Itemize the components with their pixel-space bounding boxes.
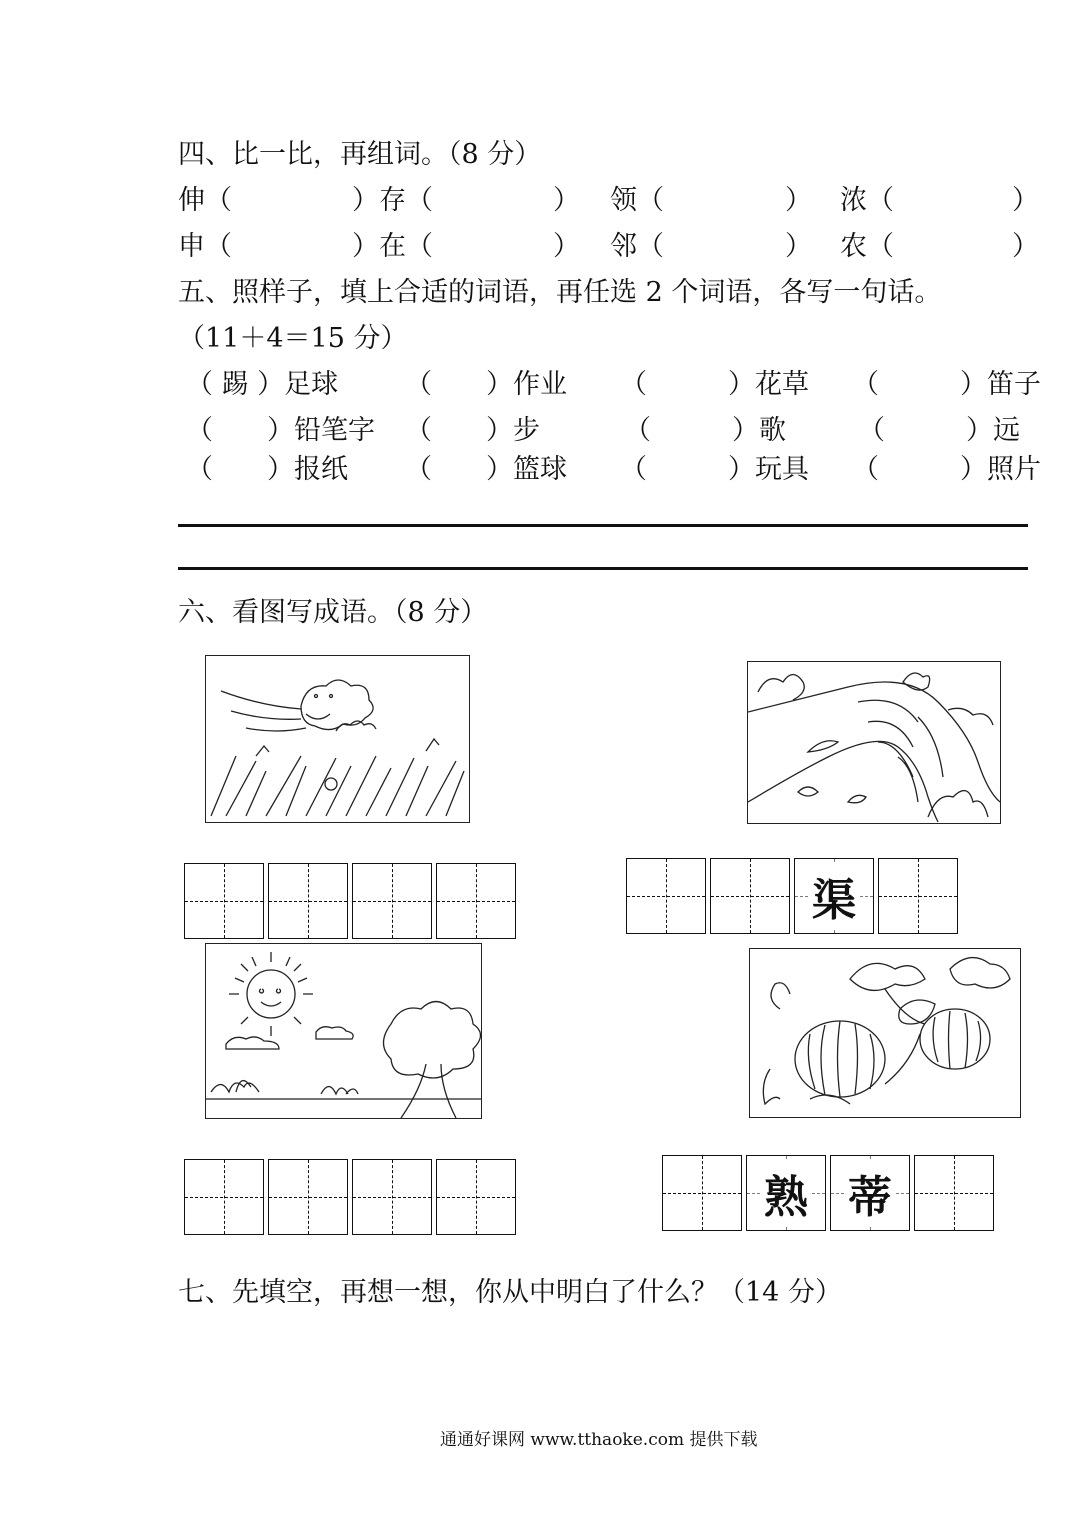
- grid4-cell-3: [830, 1155, 910, 1231]
- q5-row3-4: （ ）照片: [852, 454, 1041, 485]
- grid3-cell-3[interactable]: [352, 1159, 432, 1235]
- q4-row2-a: 申（: [178, 231, 232, 262]
- sun-tree-picture: [205, 943, 482, 1119]
- idiom-grid-3: [184, 1159, 516, 1235]
- grid4-char-1: 熟: [762, 1161, 810, 1225]
- grid2-cell-2[interactable]: [710, 858, 790, 934]
- q5-row3-1: （ ）报纸: [186, 454, 348, 485]
- footer-text: 通通好课网 www.tthaoke.com 提供下载: [440, 1430, 758, 1450]
- q5-score: （11＋4＝15 分）: [178, 323, 408, 354]
- q5-row2-2: （ ）步: [405, 415, 540, 446]
- q4-row2-b: ）在（: [352, 231, 433, 262]
- q5-title: 五、照样子，填上合适的词语，再任选 2 个词语，各写一句话。: [178, 277, 942, 308]
- q4-row2-e: ）: [785, 231, 812, 262]
- q4-row1-a: 伸（: [178, 185, 232, 216]
- q4-row1-g: ）: [1012, 185, 1039, 216]
- idiom-grid-1: [184, 863, 516, 939]
- grid1-cell-1[interactable]: [184, 863, 264, 939]
- q5-row3-2: （ ）篮球: [405, 454, 567, 485]
- idiom-grid-2: [626, 858, 958, 934]
- grid2-char: 渠: [810, 864, 858, 928]
- q5-row1-3: （ ）花草: [620, 369, 809, 400]
- grid3-cell-2[interactable]: [268, 1159, 348, 1235]
- grid4-cell-1[interactable]: [662, 1155, 742, 1231]
- q4-title: 四、比一比，再组词。（8 分）: [178, 139, 542, 170]
- q5-row2-1: （ ）铅笔字: [186, 415, 375, 446]
- q4-row1-f: 浓（: [840, 185, 894, 216]
- q4-row2-f: 农（: [840, 231, 894, 262]
- grid4-char-2: 蒂: [846, 1161, 894, 1225]
- grid2-cell-3: [794, 858, 874, 934]
- q5-row2-4: （ ）远: [858, 415, 1020, 446]
- q4-row2-d: 邻（: [610, 231, 664, 262]
- q5-row3-3: （ ）玩具: [620, 454, 809, 485]
- melon-picture: [749, 948, 1021, 1118]
- idiom-grid-4: [662, 1155, 994, 1231]
- grid1-cell-2[interactable]: [268, 863, 348, 939]
- river-picture: [747, 661, 1001, 824]
- q6-title: 六、看图写成语。（8 分）: [178, 597, 488, 628]
- q4-row2-g: ）: [1012, 231, 1039, 262]
- q5-row1-1: （ 踢 ）足球: [186, 369, 339, 400]
- q4-row1-d: 领（: [610, 185, 664, 216]
- grid2-cell-1[interactable]: [626, 858, 706, 934]
- grid4-cell-2: [746, 1155, 826, 1231]
- grid1-cell-3[interactable]: [352, 863, 432, 939]
- grid4-cell-4[interactable]: [914, 1155, 994, 1231]
- q4-row1-b: ）存（: [352, 185, 433, 216]
- grid1-cell-4[interactable]: [436, 863, 516, 939]
- q5-row1-2: （ ）作业: [405, 369, 567, 400]
- wind-grass-picture: [205, 655, 470, 823]
- q7-title: 七、先填空，再想一想，你从中明白了什么？（14 分）: [178, 1277, 842, 1308]
- answer-line-2[interactable]: [178, 567, 1028, 570]
- q5-row1-4: （ ）笛子: [852, 369, 1041, 400]
- grid3-cell-4[interactable]: [436, 1159, 516, 1235]
- q5-row2-3: （ ）歌: [624, 415, 786, 446]
- q4-row2-c: ）: [553, 231, 580, 262]
- q4-row1-e: ）: [785, 185, 812, 216]
- answer-line-1[interactable]: [178, 524, 1028, 527]
- grid3-cell-1[interactable]: [184, 1159, 264, 1235]
- q4-row1-c: ）: [553, 185, 580, 216]
- grid2-cell-4[interactable]: [878, 858, 958, 934]
